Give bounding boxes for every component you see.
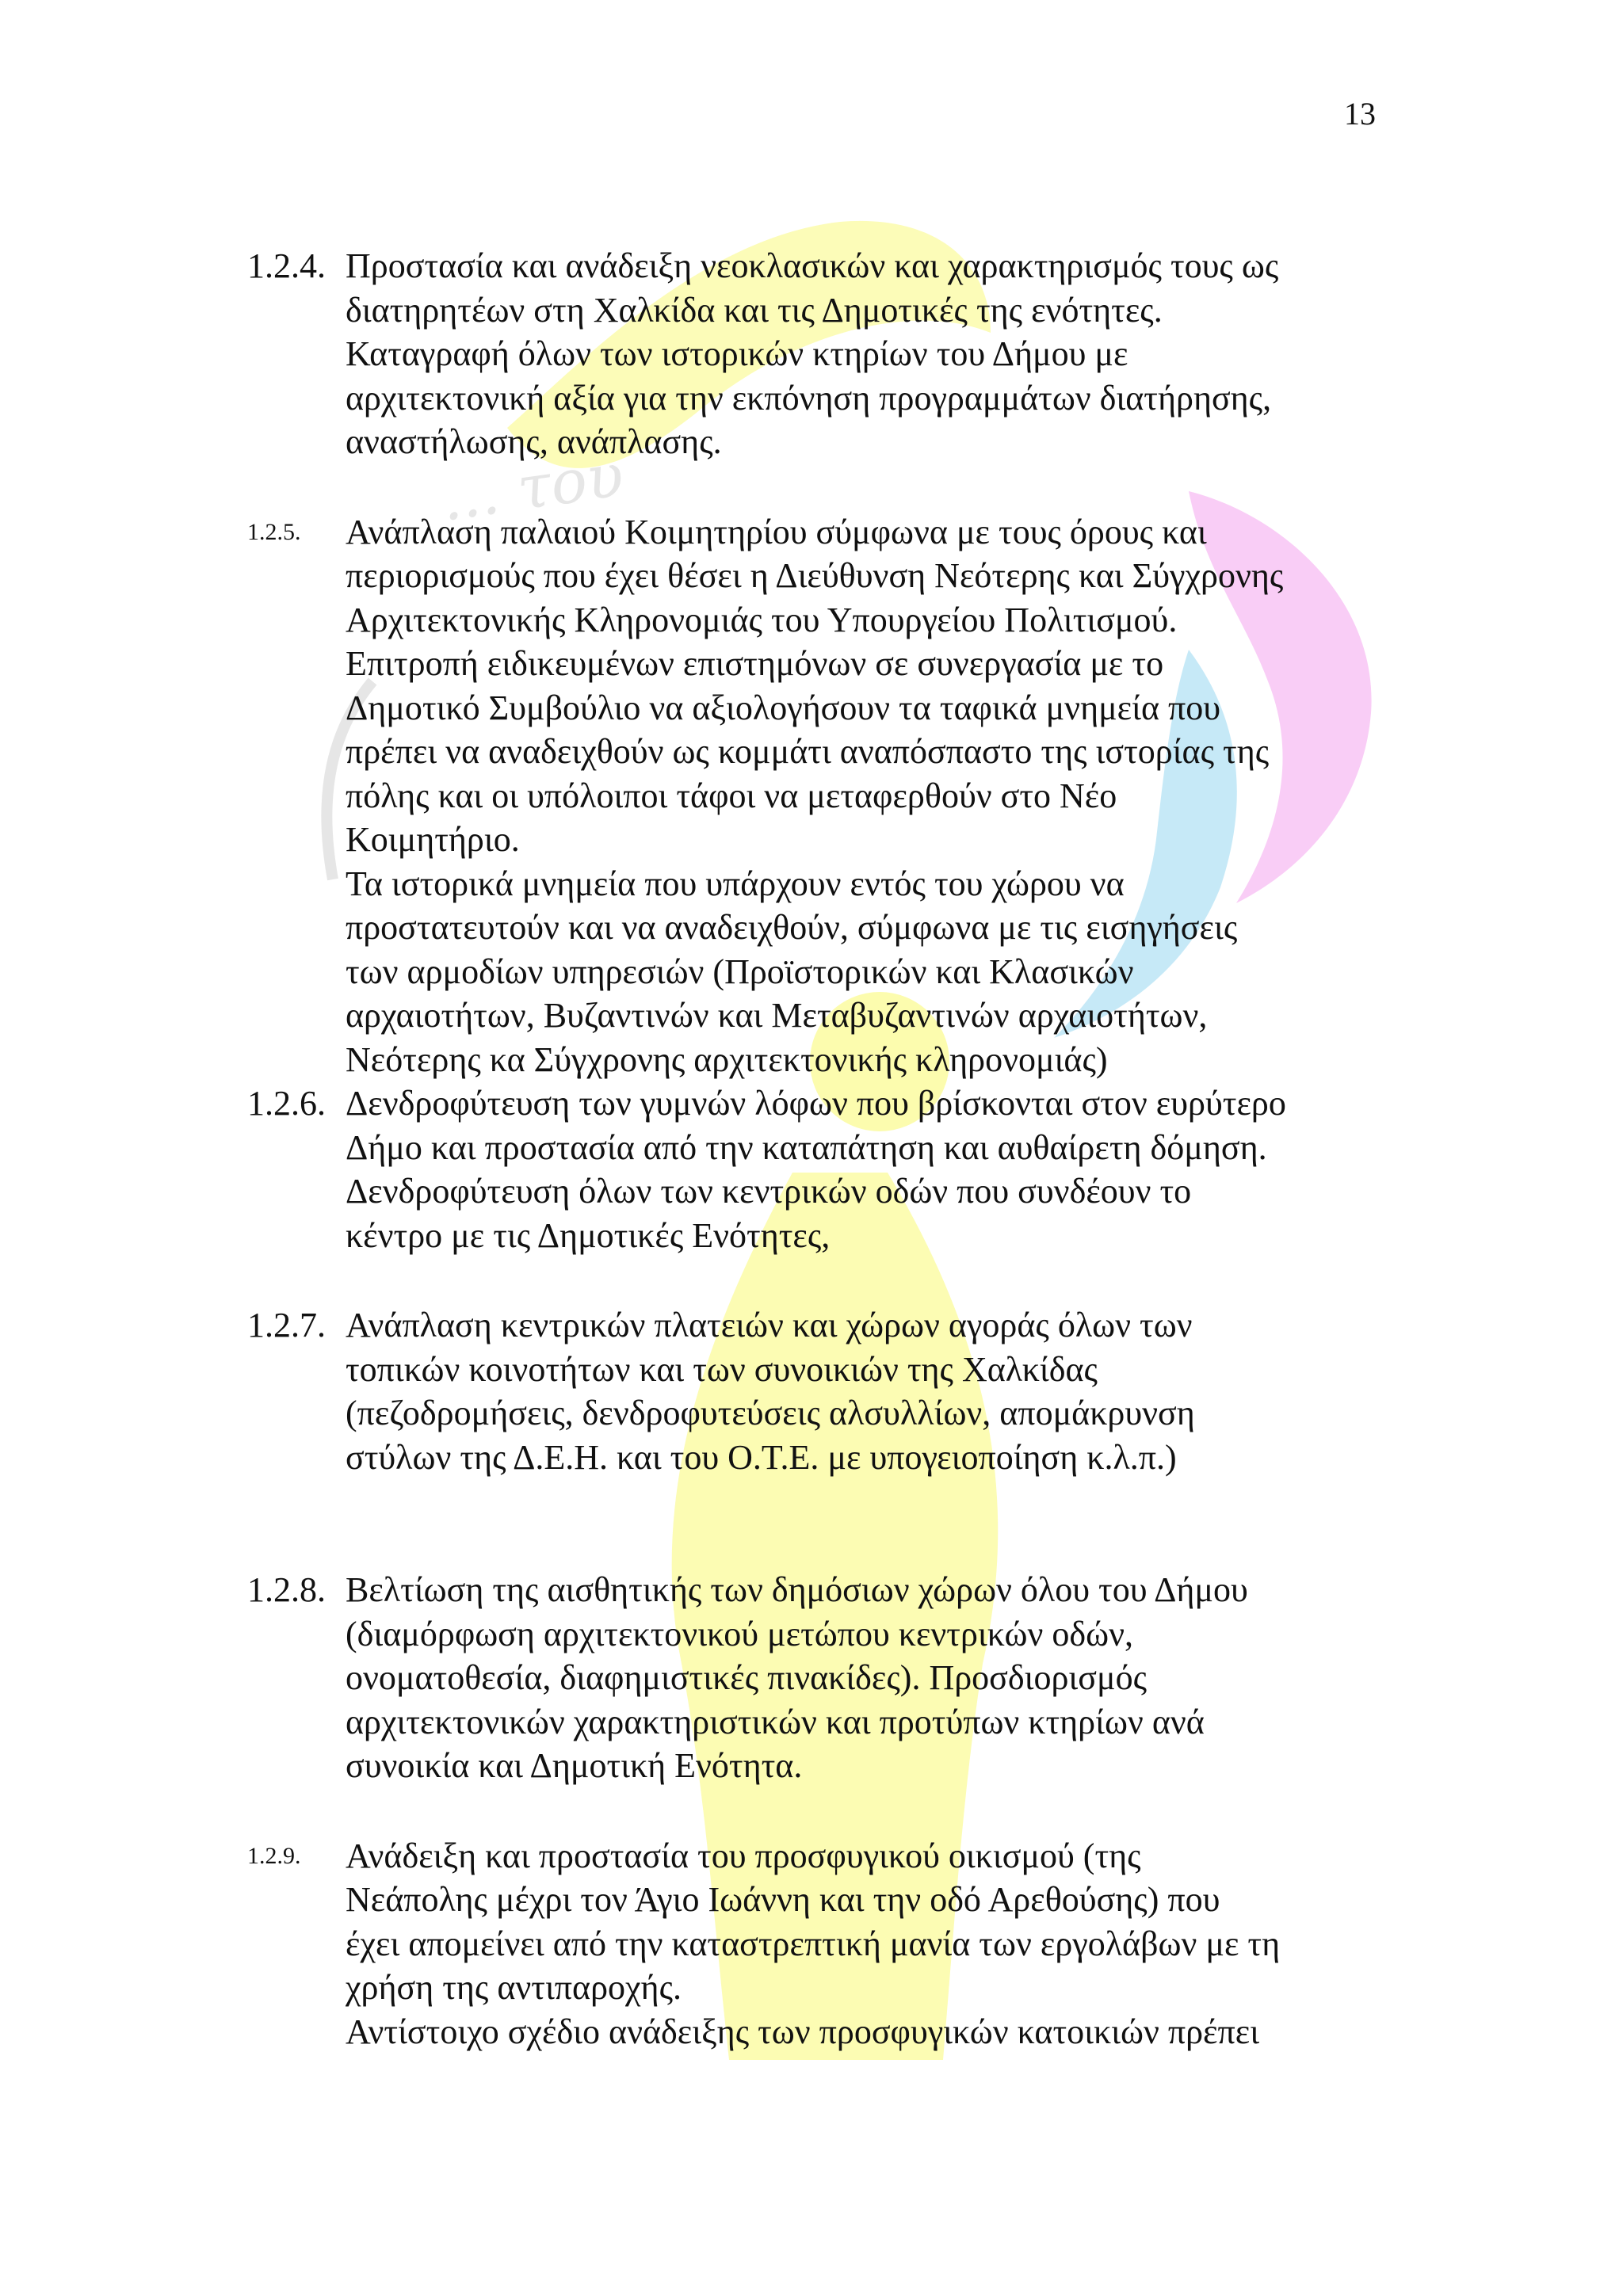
text-line: Ανάπλαση παλαιού Κοιμητηρίου σύμφωνα με τους όρους και [346, 512, 1207, 551]
section-number: 1.2.7. [247, 1306, 326, 1344]
text-line: Κοιμητήριο. [346, 820, 520, 859]
page-number: 13 [1344, 96, 1376, 132]
watermark-script-text: ... του [437, 439, 628, 535]
section-text [346, 244, 1388, 464]
text-line: αναστήλωσης, ανάπλασης. [346, 422, 722, 461]
document-body [247, 244, 1388, 2054]
section-number: 1.2.9. [247, 1842, 301, 1869]
section-text [346, 510, 1388, 1082]
text-line: Νεότερης κα Σύγχρονης αρχιτεκτονικής κληρονομιάς) [346, 1039, 1108, 1079]
text-line: πόλης και οι υπόλοιποι τάφοι να μεταφερθούν στο Νέο [346, 776, 1117, 815]
text-line: Δενδροφύτευση των γυμνών λόφων που βρίσκονται στον ευρύτερο [346, 1084, 1286, 1123]
text-line: Επιτροπή ειδικευμένων επιστημόνων σε συνεργασία με το [346, 644, 1164, 683]
text-line: Ανάπλαση κεντρικών πλατειών και χώρων αγοράς όλων των [346, 1306, 1193, 1344]
text-line: ονοματοθεσία, διαφημιστικές πινακίδες). Προσδιορισμός [346, 1658, 1147, 1697]
text-line: Δημοτικό Συμβούλιο να αξιολογήσουν τα ταφικά μνημεία που [346, 688, 1221, 727]
section-text [346, 1834, 1388, 2054]
text-line: (πεζοδρομήσεις, δενδροφυτεύσεις αλσυλλίων, απομάκρυνση [346, 1394, 1195, 1432]
text-line: αρχιτεκτονική αξία για την εκπόνηση προγραμμάτων διατήρησης, [346, 378, 1272, 418]
section-1-2-9 [247, 1834, 1388, 2054]
text-line: Καταγραφή όλων των ιστορικών κτηρίων του Δήμου με [346, 334, 1128, 373]
section-1-2-4 [247, 244, 1388, 464]
section-number: 1.2.8. [247, 1570, 326, 1609]
text-line: Τα ιστορικά μνημεία που υπάρχουν εντός του χώρου να [346, 864, 1125, 903]
text-line: τοπικών κοινοτήτων και των συνοικιών της Χαλκίδας [346, 1349, 1098, 1389]
text-line: έχει απομείνει από την καταστρεπτική μανία των εργολάβων με τη [346, 1924, 1281, 1963]
text-line: Αντίστοιχο σχέδιο ανάδειξης των προσφυγικών κατοικιών πρέπει [346, 2012, 1260, 2051]
text-line: περιορισμούς που έχει θέσει η Διεύθυνση Νεότερης και Σύγχρονης [346, 556, 1284, 595]
section-text [346, 1303, 1388, 1479]
text-line: των αρμοδίων υπηρεσιών (Προϊστορικών και Κλασικών [346, 952, 1134, 991]
section-1-2-7 [247, 1303, 1388, 1479]
text-line: Προστασία και ανάδειξη νεοκλασικών και χαρακτηρισμός τους ως [346, 246, 1279, 285]
text-line: προστατευτούν και να αναδειχθούν, σύμφωνα με τις εισηγήσεις [346, 908, 1238, 947]
text-line: αρχαιοτήτων, Βυζαντινών και Μεταβυζαντινών αρχαιοτήτων, [346, 996, 1208, 1035]
text-line: Βελτίωση της αισθητικής των δημόσιων χώρων όλου του Δήμου [346, 1570, 1248, 1609]
text-line: διατηρητέων στη Χαλκίδα και τις Δημοτικές της ενότητες. [346, 290, 1163, 330]
section-1-2-8 [247, 1568, 1388, 1788]
section-text [346, 1568, 1388, 1788]
text-line: συνοικία και Δημοτική Ενότητα. [346, 1746, 803, 1785]
text-line: Ανάδειξη και προστασία του προσφυγικού οικισμού (της [346, 1836, 1141, 1875]
section-number: 1.2.4. [247, 246, 326, 285]
section-1-2-6 [247, 1081, 1388, 1257]
text-line: χρήση της αντιπαροχής. [346, 1968, 682, 2007]
text-line: Νεάπολης μέχρι τον Άγιο Ιωάννη και την οδό Αρεθούσης) που [346, 1880, 1220, 1919]
text-line: αρχιτεκτονικών χαρακτηριστικών και προτύπων κτηρίων ανά [346, 1702, 1205, 1741]
section-number: 1.2.6. [247, 1084, 326, 1123]
text-line: (διαμόρφωση αρχιτεκτονικού μετώπου κεντρικών οδών, [346, 1614, 1133, 1653]
text-line: πρέπει να αναδειχθούν ως κομμάτι αναπόσπαστο της ιστορίας της [346, 732, 1270, 771]
text-line: Αρχιτεκτονικής Κληρονομιάς του Υπουργείου Πολιτισμού. [346, 600, 1178, 639]
text-line: στύλων της Δ.Ε.Η. και του Ο.Τ.Ε. με υπογειοποίηση κ.λ.π.) [346, 1437, 1177, 1477]
section-text [346, 1081, 1388, 1257]
text-line: Δενδροφύτευση όλων των κεντρικών οδών που συνδέουν το [346, 1172, 1192, 1211]
section-number: 1.2.5. [247, 518, 301, 545]
section-1-2-5 [247, 510, 1388, 1082]
text-line: Δήμο και προστασία από την καταπάτηση και αυθαίρετη δόμηση. [346, 1127, 1267, 1167]
text-line: κέντρο με τις Δημοτικές Ενότητες, [346, 1215, 831, 1255]
